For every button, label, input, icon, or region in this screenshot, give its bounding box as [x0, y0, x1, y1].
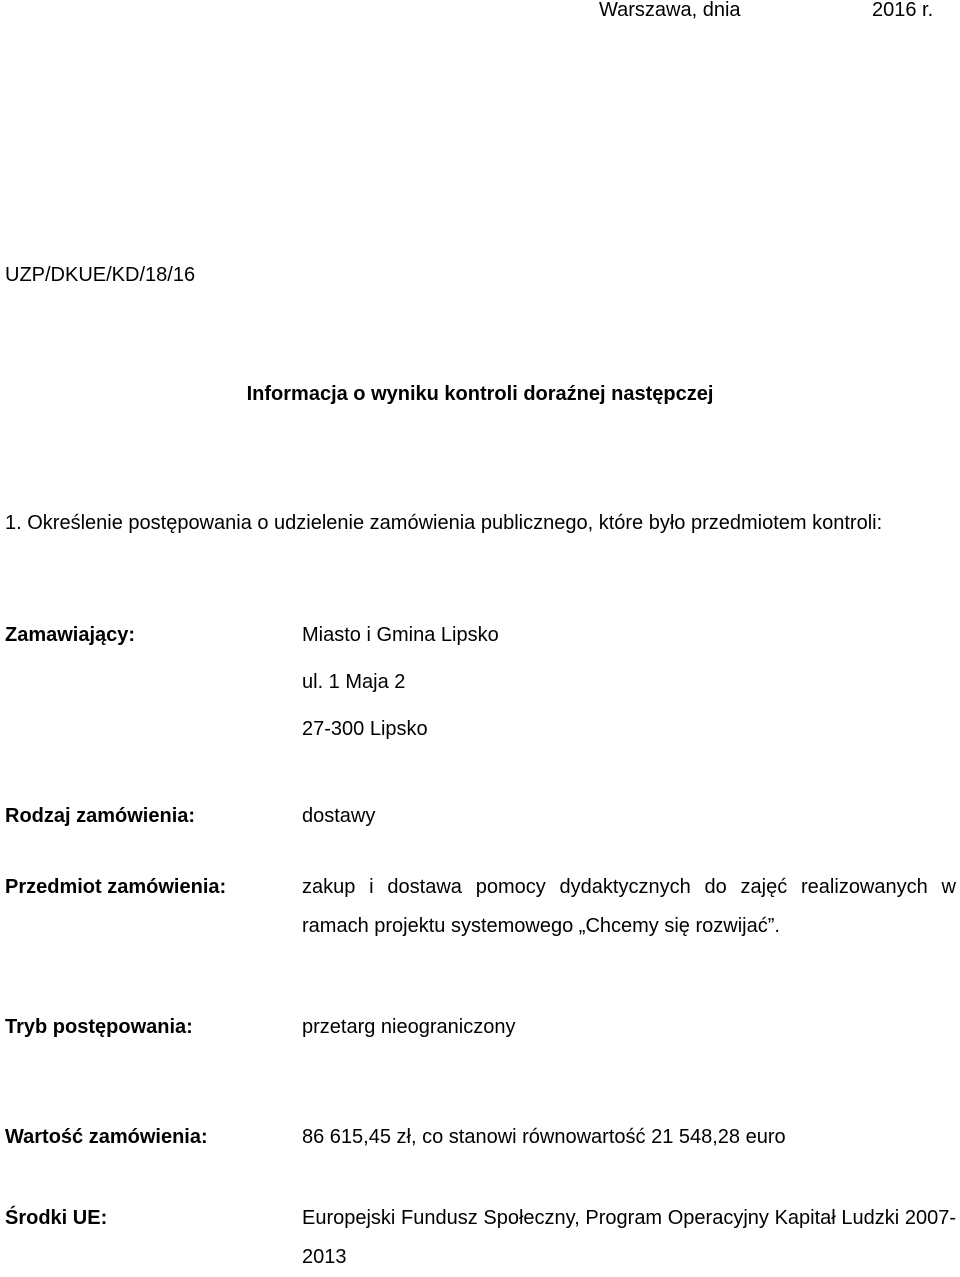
order-subject-value: zakup i dostawa pomocy dydaktycznych do zajęć realizowanych w ramach projektu systemowego „Chcemy się rozwijać”.	[302, 876, 956, 937]
document-title: Informacja o wyniku kontroli doraźnej następczej	[246, 383, 714, 405]
eu-funds-value: Europejski Fundusz Społeczny, Program Operacyjny Kapitał Ludzki 2007-2013	[302, 1207, 956, 1268]
section-heading: 1. Określenie postępowania o udzielenie zamówienia publicznego, które było przedmiotem kontroli:	[5, 512, 883, 534]
procedure-mode-label: Tryb postępowania:	[5, 1016, 193, 1038]
reference-number: UZP/DKUE/KD/18/16	[5, 264, 196, 286]
order-type-value: dostawy	[302, 805, 376, 827]
date-year: 2016 r.	[872, 0, 934, 21]
contracting-authority-street: ul. 1 Maja 2	[302, 671, 406, 693]
order-subject-label: Przedmiot zamówienia:	[5, 876, 227, 898]
contracting-authority-postal: 27-300 Lipsko	[302, 718, 428, 740]
eu-funds-label: Środki UE:	[5, 1207, 108, 1229]
procedure-mode-value: przetarg nieograniczony	[302, 1016, 516, 1038]
order-value-value: 86 615,45 zł, co stanowi równowartość 21 548,28 euro	[302, 1126, 786, 1148]
order-type-label: Rodzaj zamówienia:	[5, 805, 196, 827]
contracting-authority-name: Miasto i Gmina Lipsko	[302, 624, 499, 646]
contracting-authority-label: Zamawiający:	[5, 624, 136, 646]
date-prefix: Warszawa, dnia	[599, 0, 741, 21]
order-value-label: Wartość zamówienia:	[5, 1126, 208, 1148]
